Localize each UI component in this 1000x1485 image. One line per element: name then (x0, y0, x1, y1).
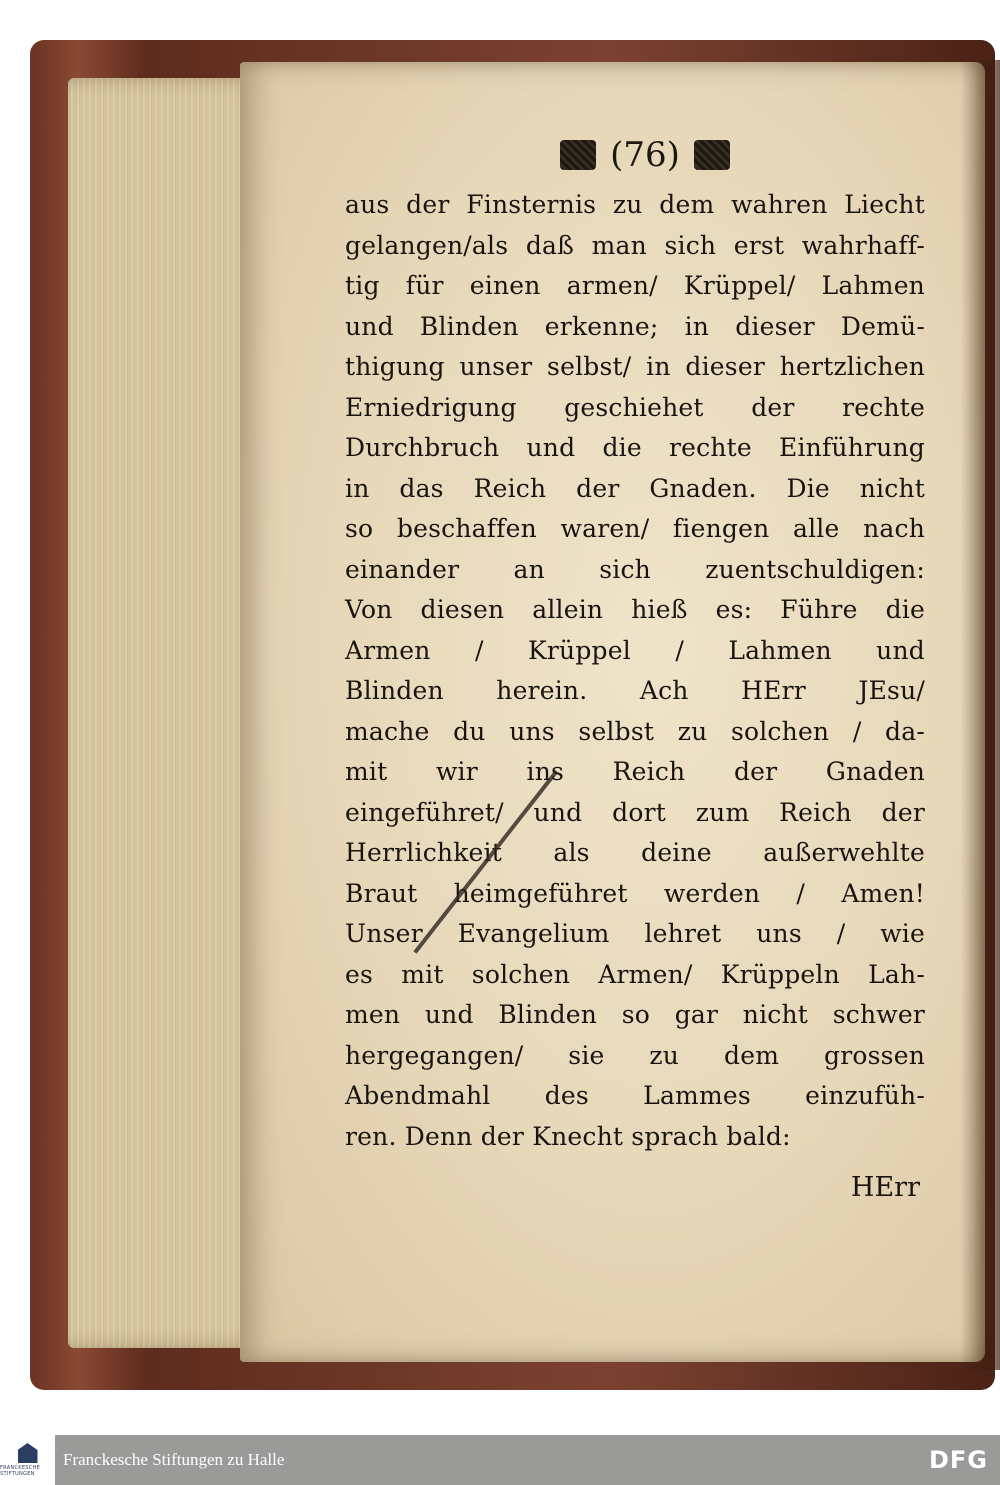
right-ornament-icon (694, 140, 730, 170)
page-edges (68, 78, 268, 1348)
text-line: hergegangen/ sie zu dem grossen (345, 1040, 925, 1070)
text-line: Herrlichkeit als deine außerwehlte (345, 838, 925, 867)
logo-text: FRANCKESCHE STIFTUNGEN (0, 1465, 41, 1477)
footer-bar (0, 1435, 1000, 1485)
text-line: Unser Evangelium lehret uns / wie (345, 919, 925, 948)
page-header (545, 130, 745, 180)
text-line: Blinden herein. Ach HErr JEsu/ (345, 676, 925, 705)
catchword: HErr (850, 1172, 920, 1203)
text-line: es mit solchen Armen/ Krüppeln Lah- (345, 959, 925, 989)
text-line: eingeführet/ und dort zum Reich der (345, 797, 925, 827)
text-line: einander an sich zuentschuldigen: (345, 554, 925, 584)
institution-logo[interactable] (0, 1435, 55, 1485)
text-line: Von diesen allein hieß es: Führe die (345, 595, 925, 624)
body-text (345, 185, 925, 1157)
spine-shadow (960, 60, 1000, 1370)
text-line: und Blinden erkenne; in dieser Demü- (345, 311, 925, 341)
text-line: aus der Finsternis zu dem wahren Liecht (345, 190, 925, 219)
text-line: so beschaffen waren/ fiengen alle nach (345, 514, 925, 543)
text-line: tig für einen armen/ Krüppel/ Lahmen (345, 271, 925, 300)
text-line: Armen / Krüppel / Lahmen und (345, 635, 925, 665)
building-icon (18, 1443, 38, 1463)
text-line: in das Reich der Gnaden. Die nicht (345, 473, 925, 503)
text-line: men und Blinden so gar nicht schwer (345, 1000, 925, 1029)
left-ornament-icon (560, 140, 596, 170)
text-line: gelangen/als daß man sich erst wahrhaff- (345, 230, 925, 260)
text-line: Braut heimgeführet werden / Amen! (345, 878, 925, 908)
text-line: Durchbruch und die rechte Einführung (345, 433, 925, 462)
dfg-logo[interactable]: DFG (928, 1446, 988, 1474)
text-line: mache du uns selbst zu solchen / da- (345, 716, 925, 746)
text-line: Abendmahl des Lammes einzufüh- (345, 1081, 925, 1110)
text-line: ren. Denn der Knecht sprach bald: (345, 1121, 791, 1151)
text-line: thigung unser selbst/ in dieser hertzlichen (345, 352, 925, 381)
text-line: mit wir ins Reich der Gnaden (345, 757, 925, 786)
institution-name[interactable]: Franckesche Stiftungen zu Halle (63, 1450, 285, 1469)
text-line: Erniedrigung geschiehet der rechte (345, 392, 925, 422)
page-number: (76) (610, 135, 680, 175)
